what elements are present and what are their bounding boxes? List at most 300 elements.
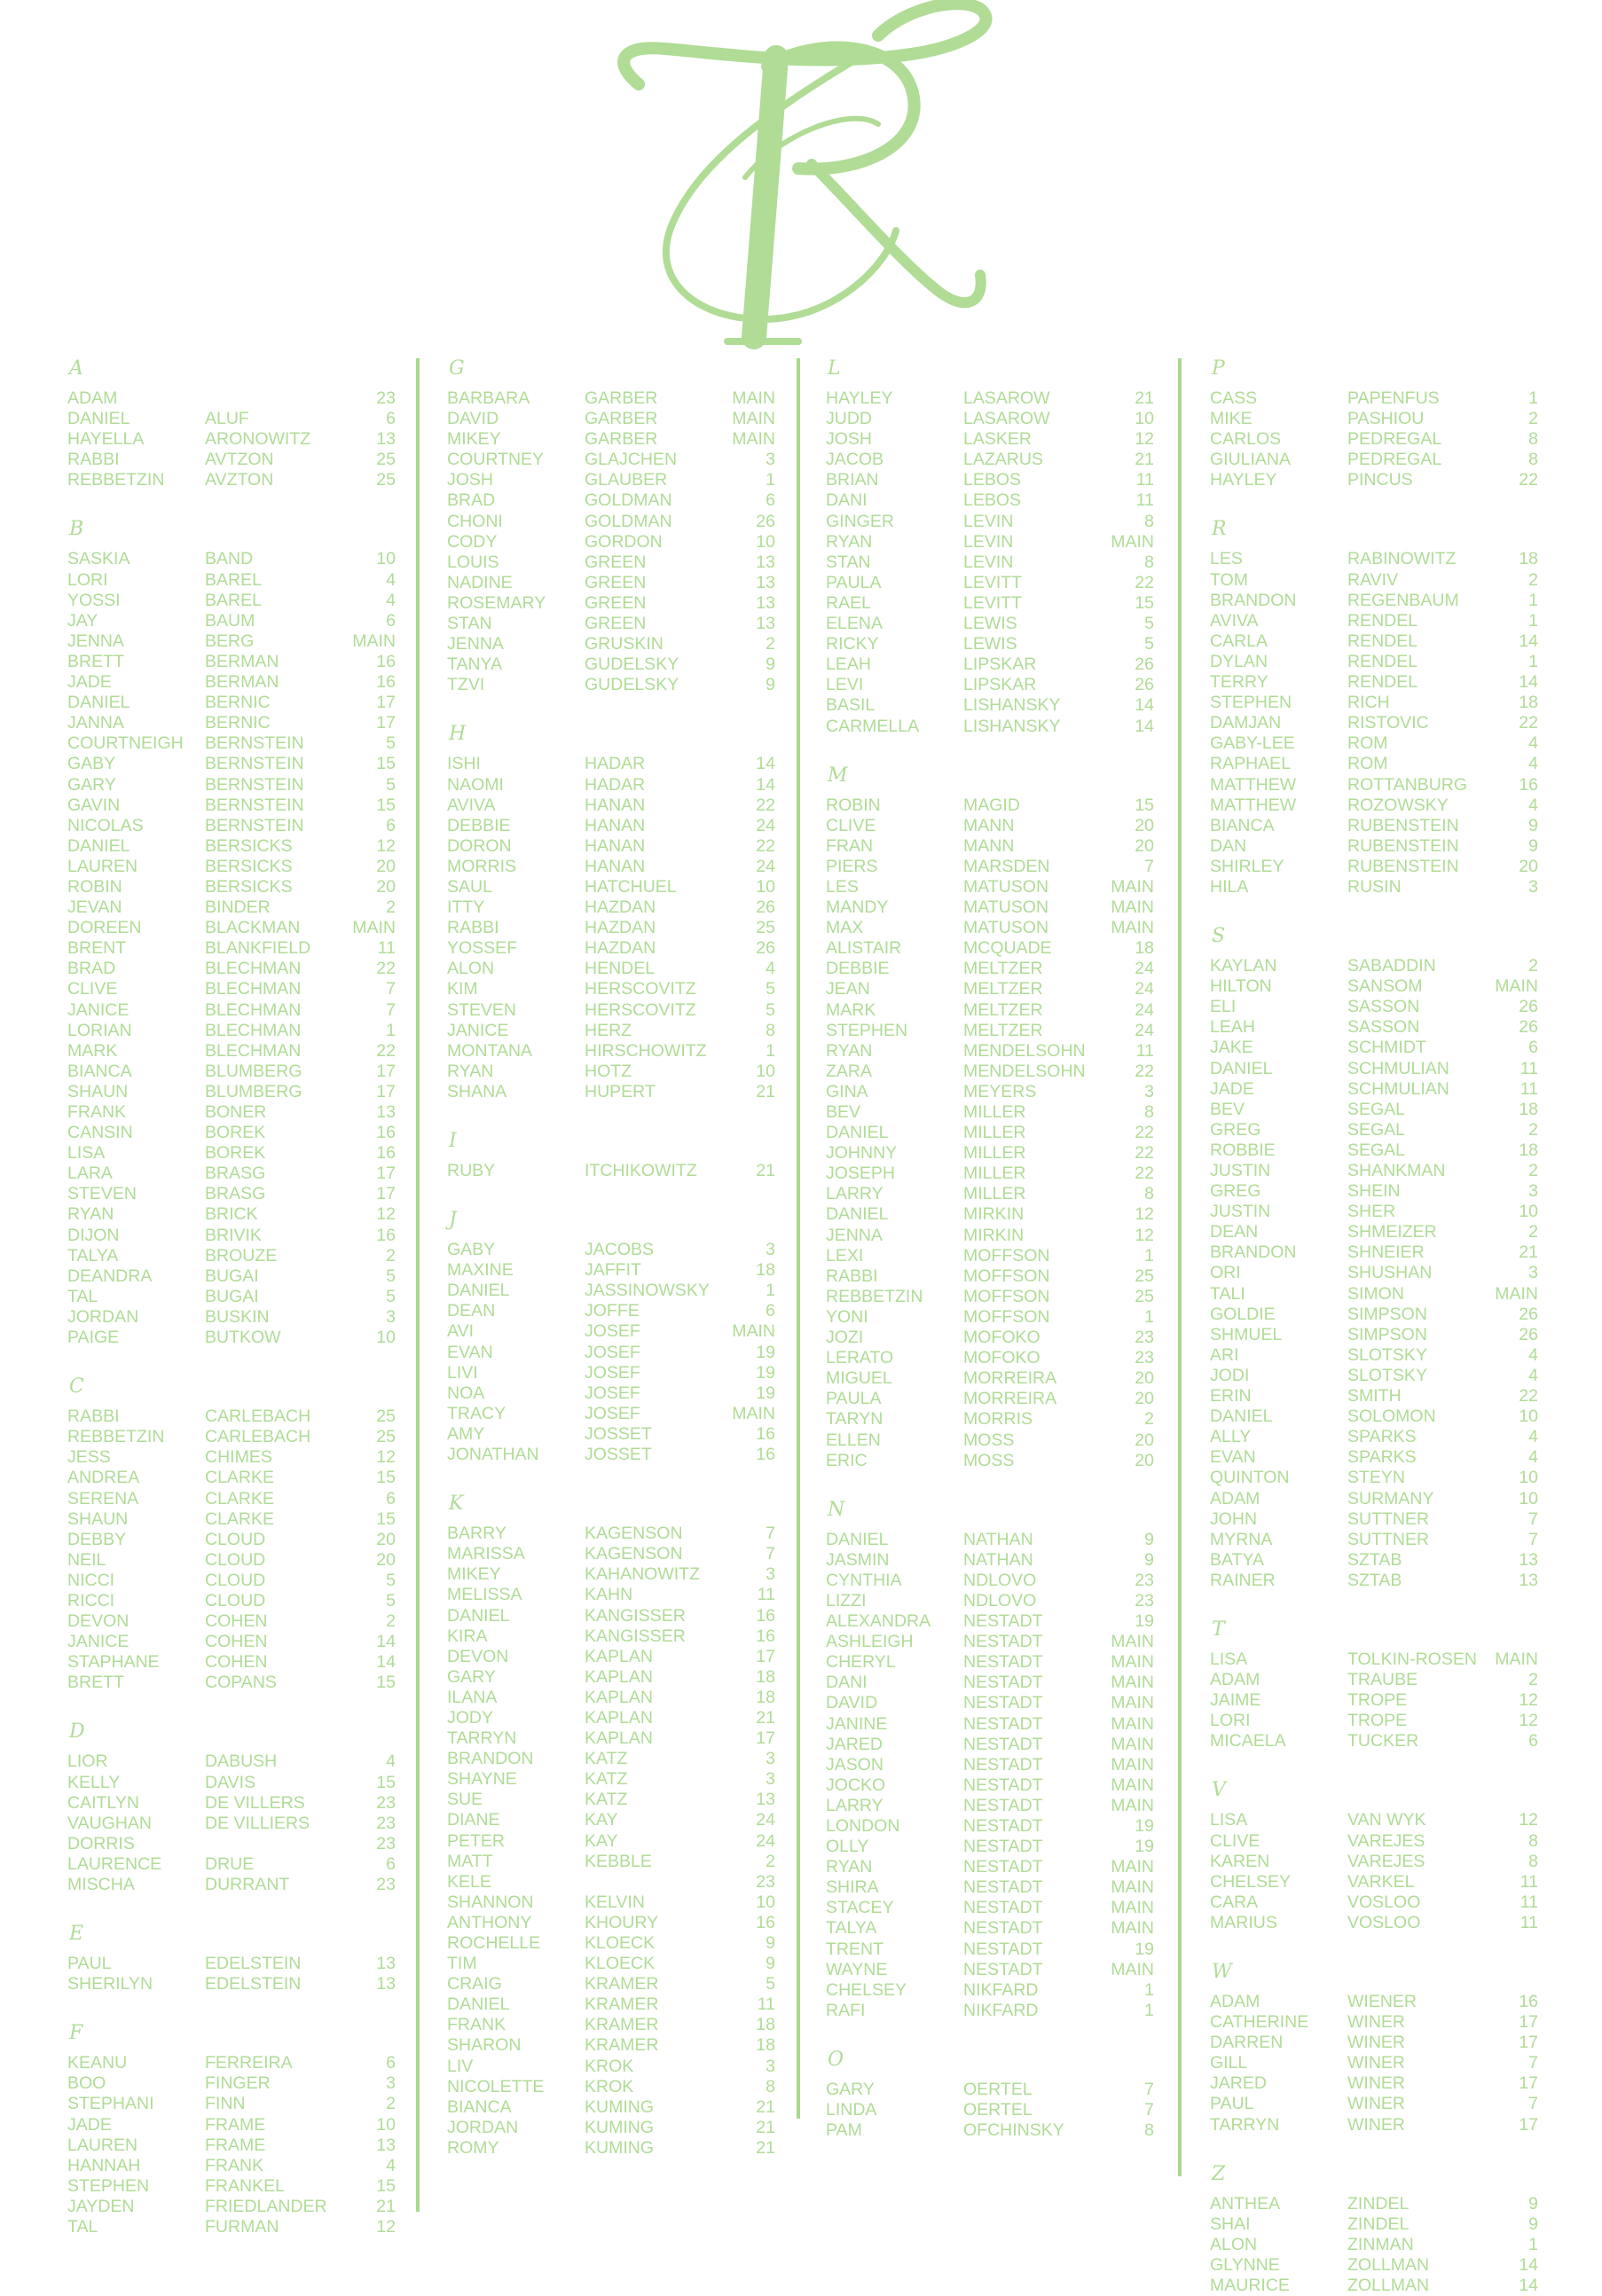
guest-row [67,1102,396,1123]
guest-first-name: LAURENCE [67,1853,162,1874]
guest-last-name: OFCHINSKY [963,2120,1064,2141]
guest-row [447,938,775,959]
guest-first-name: SHAUN [67,1081,129,1101]
table-number: 6 [386,409,396,429]
table-number: 11 [1135,470,1154,490]
section-letter: V [1212,1779,1226,1802]
guest-row [67,388,396,409]
guest-row [826,1062,1154,1082]
guest-last-name: TROPE [1347,1711,1408,1731]
letter-section [447,1131,775,1181]
guest-first-name: TZVI [447,675,485,695]
guest-row [67,1530,396,1550]
guest-row [826,2100,1154,2120]
guest-last-name: SIMPSON [1347,1324,1427,1344]
table-number: 5 [386,1570,396,1590]
guest-first-name: HANNAH [67,2155,141,2175]
table-number: 4 [1528,795,1538,815]
guest-last-name: FRAME [205,2135,266,2155]
table-number: MAIN [1111,1754,1154,1775]
guest-last-name: SZTAB [1347,1549,1402,1570]
table-number: 1 [1528,590,1538,610]
guest-row [826,1430,1154,1451]
guest-last-name: BERNSTEIN [205,754,304,774]
table-number: 12 [376,1447,396,1468]
guest-row [67,1041,396,1062]
guest-first-name: DEAN [447,1301,496,1321]
guest-row [67,1407,396,1427]
guest-row [67,1164,396,1184]
guest-row [1210,1489,1538,1509]
section-letter: L [828,357,841,380]
table-number: 20 [1135,1389,1154,1409]
guest-row [1210,836,1538,857]
table-number: 10 [756,876,775,897]
guest-first-name: ILANA [447,1687,498,1707]
table-number: 23 [1135,1570,1154,1590]
guest-last-name: NESTADT [963,1857,1043,1877]
guest-row [1210,1468,1538,1488]
section-letter: O [828,2048,844,2071]
guest-last-name: MOFFSON [963,1245,1050,1266]
guest-last-name: BUGAI [205,1266,259,1286]
guest-last-name: MOFFSON [963,1306,1050,1327]
table-number: 11 [1520,1912,1538,1932]
table-number: 17 [756,1728,775,1749]
guest-last-name: MOFFSON [963,1286,1050,1306]
guest-row [826,1246,1154,1266]
guest-row [447,918,775,938]
guest-first-name: DORON [447,835,512,856]
guest-last-name: ROTTANBURG [1347,774,1468,795]
guest-last-name: COHEN [205,1611,268,1632]
table-number: 24 [1135,999,1154,1020]
table-number: 22 [1135,1143,1154,1164]
section-letter: S [1212,925,1226,948]
guest-first-name: ADAM [1210,1670,1260,1690]
guest-last-name: EDELSTEIN [205,1954,302,1974]
guest-last-name: LEVIN [963,552,1014,572]
letter-section [826,765,1154,1471]
guest-last-name: HADAR [585,754,646,774]
guest-last-name: NESTADT [963,1795,1043,1815]
guest-last-name: KANGISSER [585,1626,686,1646]
guest-first-name: STEPHANI [67,2094,154,2114]
guest-first-name: MAX [826,918,864,938]
guest-row [67,1082,396,1102]
guest-first-name: GLYNNE [1210,2254,1280,2275]
table-number: 10 [1519,1468,1538,1488]
guest-row [1210,1140,1538,1161]
guest-last-name: OERTEL [963,2100,1033,2120]
table-number: 24 [1135,1020,1154,1040]
guest-first-name: NICOLAS [67,815,144,835]
guest-last-name: BLECHMAN [205,999,302,1020]
table-number: 12 [376,1204,396,1225]
guest-last-name: NESTADT [963,1918,1043,1939]
guest-first-name: RICCI [67,1590,115,1610]
guest-row [447,775,775,795]
table-number: 21 [756,1081,775,1101]
guest-first-name: REBBETZIN [67,470,165,490]
section-letter: E [69,1923,84,1946]
guest-first-name: NICCI [67,1570,115,1590]
guest-row [67,775,396,795]
guest-first-name: AVIVA [447,795,496,815]
guest-last-name: FERREIRA [205,2053,293,2073]
guest-row [67,1328,396,1348]
guest-first-name: LISA [1210,1810,1248,1830]
guest-first-name: DANIEL [826,1123,889,1143]
table-number: 1 [1528,651,1538,671]
guest-first-name: RAPHAEL [1210,754,1292,774]
guest-first-name: ANTHEA [1210,2193,1281,2214]
guest-row [1210,1161,1538,1181]
guest-row [826,1204,1154,1225]
guest-first-name: BRAD [447,490,496,511]
guest-last-name: MIRKIN [963,1204,1025,1225]
table-number: 6 [386,1488,396,1508]
guest-last-name: VAREJES [1347,1851,1425,1871]
guest-row [1210,1690,1538,1711]
table-number: 1 [766,1040,775,1061]
guest-last-name: ARONOWITZ [205,429,311,450]
guest-first-name: LISA [67,1143,106,1164]
table-number: 18 [1519,549,1538,569]
table-number: 17 [1519,2114,1538,2135]
guest-last-name: BRICK [205,1204,258,1225]
table-number: 5 [766,1974,775,1994]
table-number: 7 [1528,2094,1538,2114]
guest-last-name: SLOTSKY [1347,1365,1427,1385]
guest-last-name: NESTADT [963,1713,1043,1734]
guest-last-name: BERNIC [205,693,271,713]
table-number: 4 [386,2155,396,2175]
guest-first-name: DEBBIE [447,815,511,835]
table-number: MAIN [1111,531,1154,552]
guest-last-name: MENDELSOHN [963,1040,1086,1061]
guest-last-name: HANAN [585,835,646,856]
guest-last-name: KRAMER [585,2035,659,2056]
guest-first-name: JACOB [826,450,884,470]
guest-first-name: JADE [67,2114,112,2135]
guest-first-name: DAVID [826,1693,878,1713]
guest-row [447,634,775,654]
guest-row [67,733,396,754]
guest-first-name: NEIL [67,1549,106,1570]
table-number: 2 [1528,1161,1538,1180]
guest-first-name: JOHNNY [826,1143,898,1164]
guest-row [826,1591,1154,1611]
guest-row [447,1974,775,1994]
guest-first-name: ROSEMARY [447,592,546,613]
guest-last-name: TROPE [1347,1690,1408,1711]
table-number: 13 [376,1974,396,1994]
section-spacer [67,1348,396,1376]
guest-first-name: CHELSEY [826,1979,907,2000]
guest-last-name: NIKFARD [963,1979,1039,2000]
table-number: 23 [1135,1328,1154,1348]
guest-last-name: LISHANSKY [963,695,1061,716]
table-number: MAIN [1111,1734,1154,1754]
guest-last-name: BERSICKS [205,835,293,856]
table-number: 1 [386,1020,396,1040]
table-number: 4 [1528,754,1538,774]
guest-last-name: KRAMER [585,2015,659,2035]
guest-row [826,1837,1154,1857]
guest-first-name: GABY [447,1240,496,1260]
guest-row [67,1468,396,1488]
guest-last-name: BLUMBERG [205,1081,302,1101]
section-letter: G [449,357,465,380]
guest-row [826,634,1154,654]
guest-first-name: LAUREN [67,856,138,876]
guest-first-name: PAULA [826,572,882,592]
guest-last-name: HANAN [585,815,646,835]
guest-row [447,1708,775,1728]
guest-row [1210,1550,1538,1571]
guest-row [826,1164,1154,1184]
guest-last-name: RUSIN [1347,876,1402,897]
guest-row [1210,1810,1538,1830]
guest-first-name: PAIGE [67,1328,120,1348]
guest-last-name: FURMAN [205,2217,279,2237]
guest-last-name: BLANKFIELD [205,938,311,959]
guest-row [447,1728,775,1749]
guest-last-name: FRAME [205,2114,266,2135]
table-number: 21 [756,1707,775,1728]
guest-first-name: MIGUEL [826,1368,892,1389]
guest-row [447,1161,775,1181]
guest-first-name: CARLOS [1210,429,1282,450]
table-number: 15 [376,1468,396,1488]
table-number: 3 [766,1749,775,1769]
guest-last-name: SHNEIER [1347,1242,1425,1263]
guest-last-name: SURMANY [1347,1488,1434,1508]
table-number: 11 [1135,1040,1154,1061]
table-number: 21 [756,1161,775,1180]
guest-first-name: PAM [826,2120,862,2141]
guest-row [1210,1530,1538,1550]
guest-last-name: HERZ [585,1020,632,1040]
guest-row [826,1287,1154,1307]
guest-last-name: WINER [1347,2053,1405,2073]
guest-row [826,857,1154,877]
guest-last-name: HANAN [585,856,646,876]
table-number: MAIN [1111,1877,1154,1898]
guest-first-name: CHERYL [826,1652,896,1673]
guest-row [1210,1571,1538,1591]
guest-row [67,1489,396,1509]
guest-first-name: VAUGHAN [67,1813,152,1833]
table-number: MAIN [1111,1632,1154,1652]
guest-last-name: NESTADT [963,1837,1043,1857]
table-number: 2 [1528,409,1538,429]
table-number: 14 [756,774,775,795]
guest-last-name: KUMING [585,2137,654,2158]
table-number: 22 [756,795,775,815]
guest-last-name: COHEN [205,1652,268,1673]
guest-row [447,450,775,470]
table-number: 19 [756,1362,775,1383]
table-number: 26 [1519,997,1538,1017]
guest-row [447,1301,775,1321]
table-number: MAIN [1111,1898,1154,1918]
guest-first-name: JARED [1210,2073,1267,2094]
guest-first-name: STEPHEN [1210,693,1292,713]
table-number: 19 [1135,1939,1154,1959]
guest-first-name: JANNA [67,713,124,733]
guest-last-name: MOSS [963,1450,1015,1470]
guest-row [1210,1305,1538,1325]
section-spacer [1210,1751,1538,1780]
table-number: 24 [756,1810,775,1830]
table-number: 6 [766,490,775,511]
guest-last-name: SZTAB [1347,1570,1402,1590]
table-number: 23 [376,1792,396,1813]
table-number: 24 [756,815,775,835]
guest-first-name: BATYA [1210,1549,1265,1570]
guest-row [826,877,1154,897]
guest-last-name: SHANKMAN [1347,1161,1446,1180]
guest-row [826,532,1154,552]
guest-first-name: TARRYN [1210,2114,1280,2135]
guest-first-name: KELE [447,1871,491,1892]
guest-row [826,1898,1154,1918]
table-number: 19 [1135,1611,1154,1632]
section-letter: K [449,1493,464,1516]
guest-first-name: ROBIN [826,795,881,815]
guest-first-name: DORRIS [67,1833,135,1853]
guest-first-name: SAUL [447,876,492,897]
guest-last-name: MILLER [963,1102,1026,1122]
table-number: 9 [1528,835,1538,856]
guest-last-name: ZINDEL [1347,2214,1410,2234]
guest-last-name: SPARKS [1347,1427,1417,1447]
letter-section [826,358,1154,737]
guest-row [67,857,396,877]
guest-first-name: JONATHAN [447,1445,539,1465]
guest-first-name: DYLAN [1210,651,1268,671]
guest-last-name: BERG [205,631,255,651]
guest-row [447,979,775,999]
table-number: 22 [1519,470,1538,490]
section-spacer [447,695,775,724]
guest-row [1210,795,1538,816]
guest-first-name: ALLY [1210,1427,1252,1447]
table-number: 20 [376,1549,396,1570]
guest-row [447,836,775,857]
table-number: 15 [376,1673,396,1693]
guest-first-name: HAYELLA [67,429,145,450]
guest-row [67,1123,396,1143]
guest-row [826,614,1154,634]
guest-last-name: NESTADT [963,1734,1043,1754]
section-spacer [67,1693,396,1721]
guest-row [447,1383,775,1404]
table-number: 7 [1528,1529,1538,1549]
guest-first-name: KELLY [67,1772,121,1792]
section-spacer [826,2021,1154,2049]
guest-first-name: TRACY [447,1403,507,1423]
guest-row [826,1796,1154,1816]
guest-row [1210,1386,1538,1407]
table-number: 4 [766,959,775,979]
table-number: 10 [756,1892,775,1912]
guest-first-name: RYAN [447,1061,494,1081]
guest-first-name: JUSTIN [1210,1202,1271,1222]
guest-first-name: TALYA [67,1245,119,1266]
guest-row [826,573,1154,593]
guest-first-name: JAIME [1210,1690,1261,1711]
table-number: 21 [756,2137,775,2158]
guest-row [1210,2255,1538,2276]
guest-row [826,918,1154,938]
table-number: 14 [756,754,775,774]
guest-first-name: NOA [447,1383,485,1403]
guest-last-name: STEYN [1347,1468,1406,1488]
table-number: 13 [376,429,396,450]
guest-last-name: DURRANT [205,1875,290,1894]
tr-monogram-logo [585,0,1029,355]
guest-last-name: BRIVIK [205,1225,262,1245]
guest-row [826,1409,1154,1430]
letter-section [67,358,396,490]
table-number: 3 [766,450,775,470]
guest-first-name: SHANNON [447,1892,534,1912]
guest-row [67,1591,396,1611]
guest-last-name: KEBBLE [585,1851,652,1871]
table-number: 15 [376,795,396,815]
column-divider [416,358,420,2212]
guest-last-name: BERSICKS [205,876,293,897]
guest-row [1210,652,1538,672]
guest-row [1210,713,1538,733]
table-number: 6 [1528,1038,1538,1058]
guest-row [1210,1711,1538,1731]
table-number: 4 [1528,1427,1538,1447]
guest-first-name: DANIEL [826,1529,889,1549]
guest-last-name: MATUSON [963,897,1049,918]
letter-section [826,2049,1154,2141]
guest-first-name: JOZI [826,1328,864,1348]
table-number: 10 [376,1328,396,1348]
section-letter: A [69,357,83,380]
table-number: 22 [756,835,775,856]
guest-first-name: TERRY [1210,672,1268,693]
table-number: 19 [1135,1816,1154,1836]
table-number: 21 [756,2096,775,2117]
table-number: 6 [386,610,396,631]
guest-first-name: JENNA [826,1225,883,1245]
guest-first-name: STEVEN [67,1184,137,1204]
guest-last-name: SASSON [1347,997,1420,1017]
guest-last-name: CLARKE [205,1488,275,1508]
table-number: 8 [1528,450,1538,470]
guest-row [1210,2194,1538,2214]
table-number: 4 [1528,1365,1538,1385]
guest-row [67,1307,396,1328]
table-number: 16 [376,1123,396,1143]
table-number: 8 [1144,1184,1154,1204]
guest-last-name: MORREIRA [963,1368,1057,1389]
guest-first-name: SASKIA [67,549,130,569]
guest-first-name: CLIVE [826,815,876,835]
section-letter: W [1212,1961,1232,1983]
guest-first-name: ANTHONY [447,1912,532,1932]
guest-first-name: MICAELA [1210,1731,1286,1751]
guest-row [1210,1872,1538,1892]
